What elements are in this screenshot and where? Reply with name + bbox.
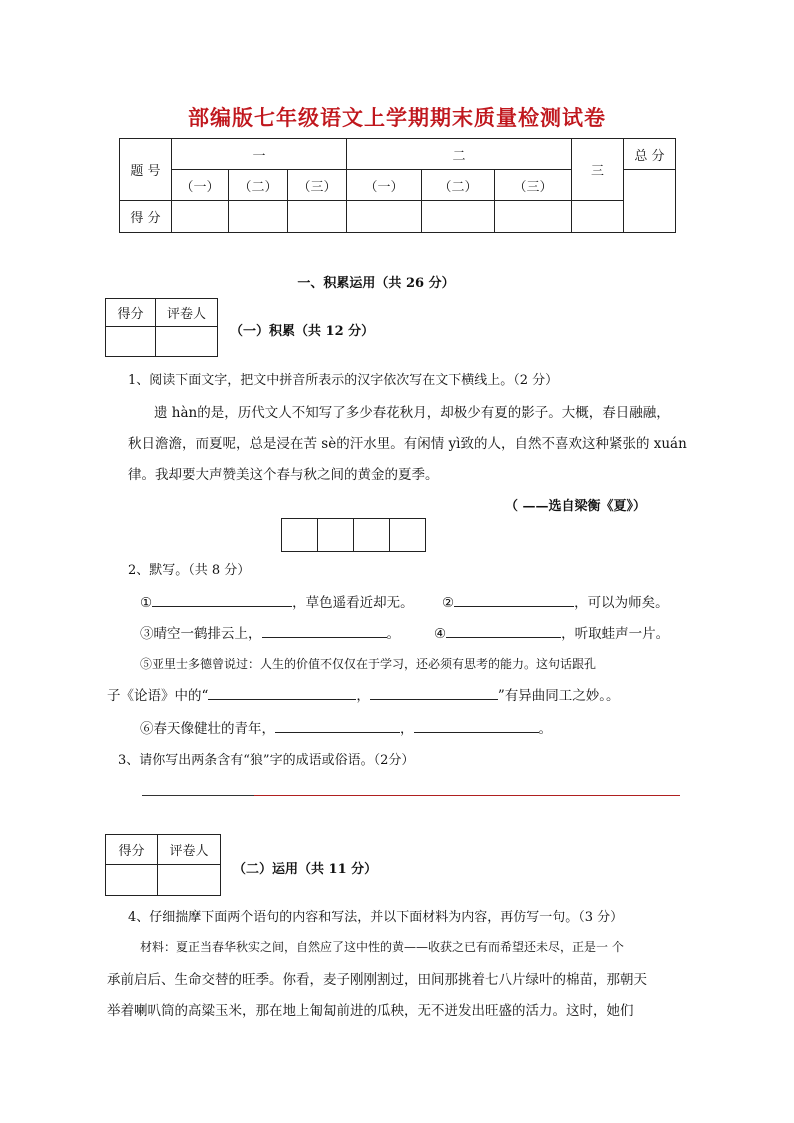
score-cell[interactable] [495, 201, 572, 233]
item-text: 。 [386, 626, 400, 642]
material-line: 举着喇叭筒的高粱玉米，那在地上匍匐前进的瓜秧，无不迸发出旺盛的活力。这时，她们 [107, 1003, 634, 1019]
item-text: ”有异曲同工之妙。。 [497, 688, 620, 704]
answer-box[interactable] [389, 518, 426, 552]
part-three-header: 三 [572, 139, 624, 201]
answer-box[interactable] [353, 518, 390, 552]
grader-box [105, 834, 221, 896]
sub-header: （三） [288, 170, 347, 201]
item-text: ，草色遥看近却无。 [292, 595, 414, 611]
question-3-prompt: 3、请你写出两条含有“狼”字的成语或俗语。（2分） [118, 753, 415, 768]
part-two-header: 二 [347, 139, 572, 170]
answer-box[interactable] [317, 518, 354, 552]
answer-line[interactable] [142, 795, 254, 796]
sub-header: （一） [347, 170, 422, 201]
item-text: ⑥春天像健壮的青年， [140, 721, 275, 737]
section-one-heading: 一、积累运用（共 26 分） [297, 276, 455, 291]
item-number: ① [140, 595, 153, 611]
answer-blank[interactable] [370, 685, 498, 700]
recitation-item-5-line-2 [107, 684, 620, 704]
sub-heading-application: （二）运用（共 11 分） [233, 862, 378, 877]
total-header: 总 分 [624, 139, 676, 170]
grader-name-label: 评卷人 [156, 299, 218, 327]
item-number: ② [442, 595, 455, 611]
answer-blank[interactable] [152, 592, 292, 607]
grader-name-label: 评卷人 [158, 835, 221, 865]
material-line: 材料：夏正当春华秋实之间，自然应了这中性的黄——收获之已有而希望还未尽，正是一 个 [140, 940, 624, 954]
item-text: ， [356, 688, 370, 704]
sub-header: （三） [495, 170, 572, 201]
page-title: 部编版七年级语文上学期期末质量检测试卷 [188, 105, 606, 130]
answer-boxes [282, 518, 426, 552]
grader-score-cell[interactable] [106, 865, 158, 896]
recitation-item-3 [140, 622, 400, 642]
answer-blank[interactable] [446, 623, 561, 638]
item-text: ③晴空一鹤排云上， [140, 626, 262, 642]
material-line: 承前启后、生命交替的旺季。你看，麦子刚刚割过，田间那挑着七八片绿叶的棉苗，那朝天 [107, 972, 647, 988]
item-text: ，可以为师矣。 [574, 595, 669, 611]
part-one-header: 一 [172, 139, 347, 170]
score-cell[interactable] [288, 201, 347, 233]
answer-line[interactable] [254, 795, 680, 796]
answer-blank[interactable] [208, 685, 356, 700]
recitation-item-2 [442, 591, 669, 611]
score-cell[interactable] [229, 201, 288, 233]
grader-name-cell[interactable] [156, 327, 218, 357]
grader-box [105, 298, 218, 357]
question-1-prompt: 1、阅读下面文字，把文中拼音所表示的汉字依次写在文下横线上。（2 分） [128, 373, 559, 388]
item-text: ， [400, 721, 414, 737]
sub-header: （二） [422, 170, 495, 201]
item-text: 子《论语》中的“ [107, 688, 209, 704]
item-text: ，听取蛙声一片。 [561, 626, 670, 642]
score-cell[interactable] [347, 201, 422, 233]
item-number: ④ [434, 626, 447, 642]
answer-blank[interactable] [414, 718, 539, 733]
sub-header: （一） [172, 170, 229, 201]
recitation-item-6 [140, 717, 552, 737]
score-table [119, 138, 676, 233]
grader-score-cell[interactable] [106, 327, 156, 357]
recitation-item-4 [434, 622, 669, 642]
label-question-no: 题 号 [120, 139, 172, 201]
question-1-text-line: 遗 hàn的是，历代文人不知写了多少春花秋月，却极少有夏的影子。大概，春日融融， [154, 405, 670, 421]
grader-score-label: 得分 [106, 299, 156, 327]
score-cell[interactable] [572, 201, 624, 233]
question-1-text-line: 律。我却要大声赞美这个春与秋之间的黄金的夏季。 [128, 467, 439, 483]
item-text: 。 [538, 721, 552, 737]
sub-header: （二） [229, 170, 288, 201]
score-cell[interactable] [172, 201, 229, 233]
answer-blank[interactable] [262, 623, 387, 638]
recitation-item-1 [140, 591, 414, 611]
total-score-cell[interactable] [624, 170, 676, 233]
grader-name-cell[interactable] [158, 865, 221, 896]
recitation-item-5: ⑤亚里士多德曾说过：人生的价值不仅仅在于学习，还必须有思考的能力。这句话跟孔 [140, 657, 597, 671]
grader-score-label: 得分 [106, 835, 158, 865]
question-4-prompt: 4、仔细揣摩下面两个语句的内容和写法，并以下面材料为内容，再仿写一句。（3 分） [128, 910, 624, 925]
question-1-source: （ ——选自梁衡《夏》） [505, 499, 647, 514]
answer-blank[interactable] [454, 592, 574, 607]
sub-heading-accumulation: （一）积累（共 12 分） [230, 324, 375, 339]
label-score: 得 分 [120, 201, 172, 233]
question-1-text-line: 秋日澹澹，而夏呢，总是浸在苦 sè的汗水里。有闲情 yì致的人，自然不喜欢这种紧张的 xuán [128, 436, 687, 452]
answer-blank[interactable] [275, 718, 400, 733]
answer-box[interactable] [281, 518, 318, 552]
question-2-prompt: 2、默写。（共 8 分） [128, 563, 251, 578]
score-cell[interactable] [422, 201, 495, 233]
